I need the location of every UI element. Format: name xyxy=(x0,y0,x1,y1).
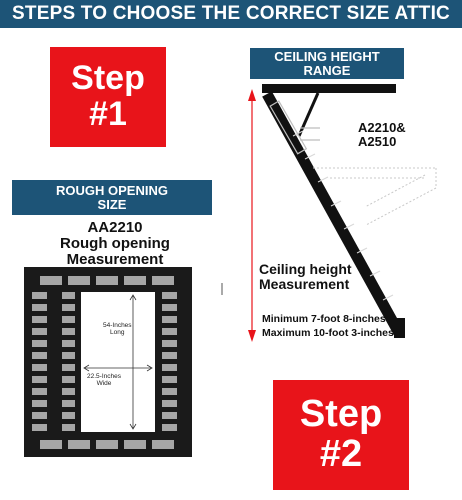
frame-block xyxy=(96,276,118,285)
frame-block xyxy=(162,304,177,311)
model-line2: A2510 xyxy=(358,134,397,150)
ceiling-height-min: Minimum 7-foot 8-inches xyxy=(262,313,386,325)
frame-block xyxy=(162,316,177,323)
frame-block xyxy=(162,292,177,299)
frame-block xyxy=(62,328,75,335)
ceiling-height-label-line2: Measurement xyxy=(259,276,350,293)
frame-inner-opening xyxy=(81,292,155,432)
frame-block xyxy=(162,388,177,395)
frame-block xyxy=(152,440,174,449)
frame-block xyxy=(68,276,90,285)
frame-block xyxy=(62,388,75,395)
frame-block xyxy=(32,424,47,431)
frame-block xyxy=(152,276,174,285)
dashed-line xyxy=(365,175,425,207)
ceiling-height-label-line1: Ceiling height xyxy=(259,261,352,277)
frame-block xyxy=(162,328,177,335)
width-label xyxy=(87,373,121,387)
frame-block xyxy=(96,440,118,449)
ladder-frame-top xyxy=(262,84,396,93)
step-1-word: Step xyxy=(71,59,145,98)
frame-block xyxy=(40,276,62,285)
frame-block xyxy=(32,388,47,395)
step-1-number: #1 xyxy=(89,95,127,133)
frame-block xyxy=(162,340,177,347)
ceiling-height-label xyxy=(259,262,352,293)
dashed-line xyxy=(366,188,436,225)
frame-block xyxy=(32,376,47,383)
width-unit: Wide xyxy=(96,380,112,388)
frame-block xyxy=(62,292,75,299)
model-label xyxy=(358,121,406,150)
frame-block xyxy=(162,364,177,371)
ceiling-height-range xyxy=(262,313,394,340)
frame-block xyxy=(32,316,47,323)
frame-block xyxy=(162,424,177,431)
rough-opening-model: AA2210 xyxy=(87,219,143,236)
frame-block xyxy=(62,304,75,311)
frame-block xyxy=(62,400,75,407)
frame-block xyxy=(62,340,75,347)
ceiling-height-arrow xyxy=(248,89,256,342)
ceiling-arrow-head-bottom xyxy=(248,330,256,342)
frame-block xyxy=(162,352,177,359)
frame-block xyxy=(32,328,47,335)
frame-block xyxy=(62,412,75,419)
frame-block xyxy=(62,352,75,359)
length-value: 54-Inches xyxy=(103,322,132,329)
banner-title: STEPS TO CHOOSE THE CORRECT SIZE ATTIC xyxy=(12,3,450,24)
frame-block xyxy=(32,304,47,311)
frame-block xyxy=(62,376,75,383)
frame-block xyxy=(32,340,47,347)
frame-block xyxy=(32,412,47,419)
frame-block xyxy=(62,364,75,371)
rough-opening-header-line2: SIZE xyxy=(97,196,127,212)
frame-block xyxy=(32,292,47,299)
rough-opening-subtitle: Rough opening xyxy=(60,234,170,252)
attic-ladder xyxy=(262,84,436,338)
length-label xyxy=(103,322,132,336)
frame-block xyxy=(32,352,47,359)
step-2-number: #2 xyxy=(319,433,363,475)
model-line1: A2210& xyxy=(358,120,406,135)
frame-block xyxy=(68,440,90,449)
frame-block xyxy=(124,276,146,285)
ladder-support-arm xyxy=(299,93,318,136)
ceiling-height-header-line2: RANGE xyxy=(303,62,351,78)
rough-opening-measurement: Measurement xyxy=(66,250,164,268)
frame-block xyxy=(62,316,75,323)
width-value: 22.5-Inches xyxy=(87,373,121,380)
ceiling-arrow-head-top xyxy=(248,89,256,101)
frame-block xyxy=(32,400,47,407)
rough-opening-header-line1: ROUGH OPENING xyxy=(56,182,168,198)
frame-block xyxy=(62,424,75,431)
frame-block xyxy=(162,412,177,419)
step-2-word: Step xyxy=(299,393,383,436)
frame-block xyxy=(40,440,62,449)
ceiling-height-max: Maximum 10-foot 3-inches xyxy=(262,326,394,339)
frame-block xyxy=(32,364,47,371)
frame-block xyxy=(162,376,177,383)
frame-block xyxy=(124,440,146,449)
frame-block xyxy=(162,400,177,407)
rough-opening-frame xyxy=(24,267,192,457)
ladder-foot xyxy=(394,318,405,338)
ceiling-height-header-line1: CEILING HEIGHT xyxy=(274,48,380,64)
length-unit: Long xyxy=(110,329,125,337)
step-2-box xyxy=(273,380,409,490)
